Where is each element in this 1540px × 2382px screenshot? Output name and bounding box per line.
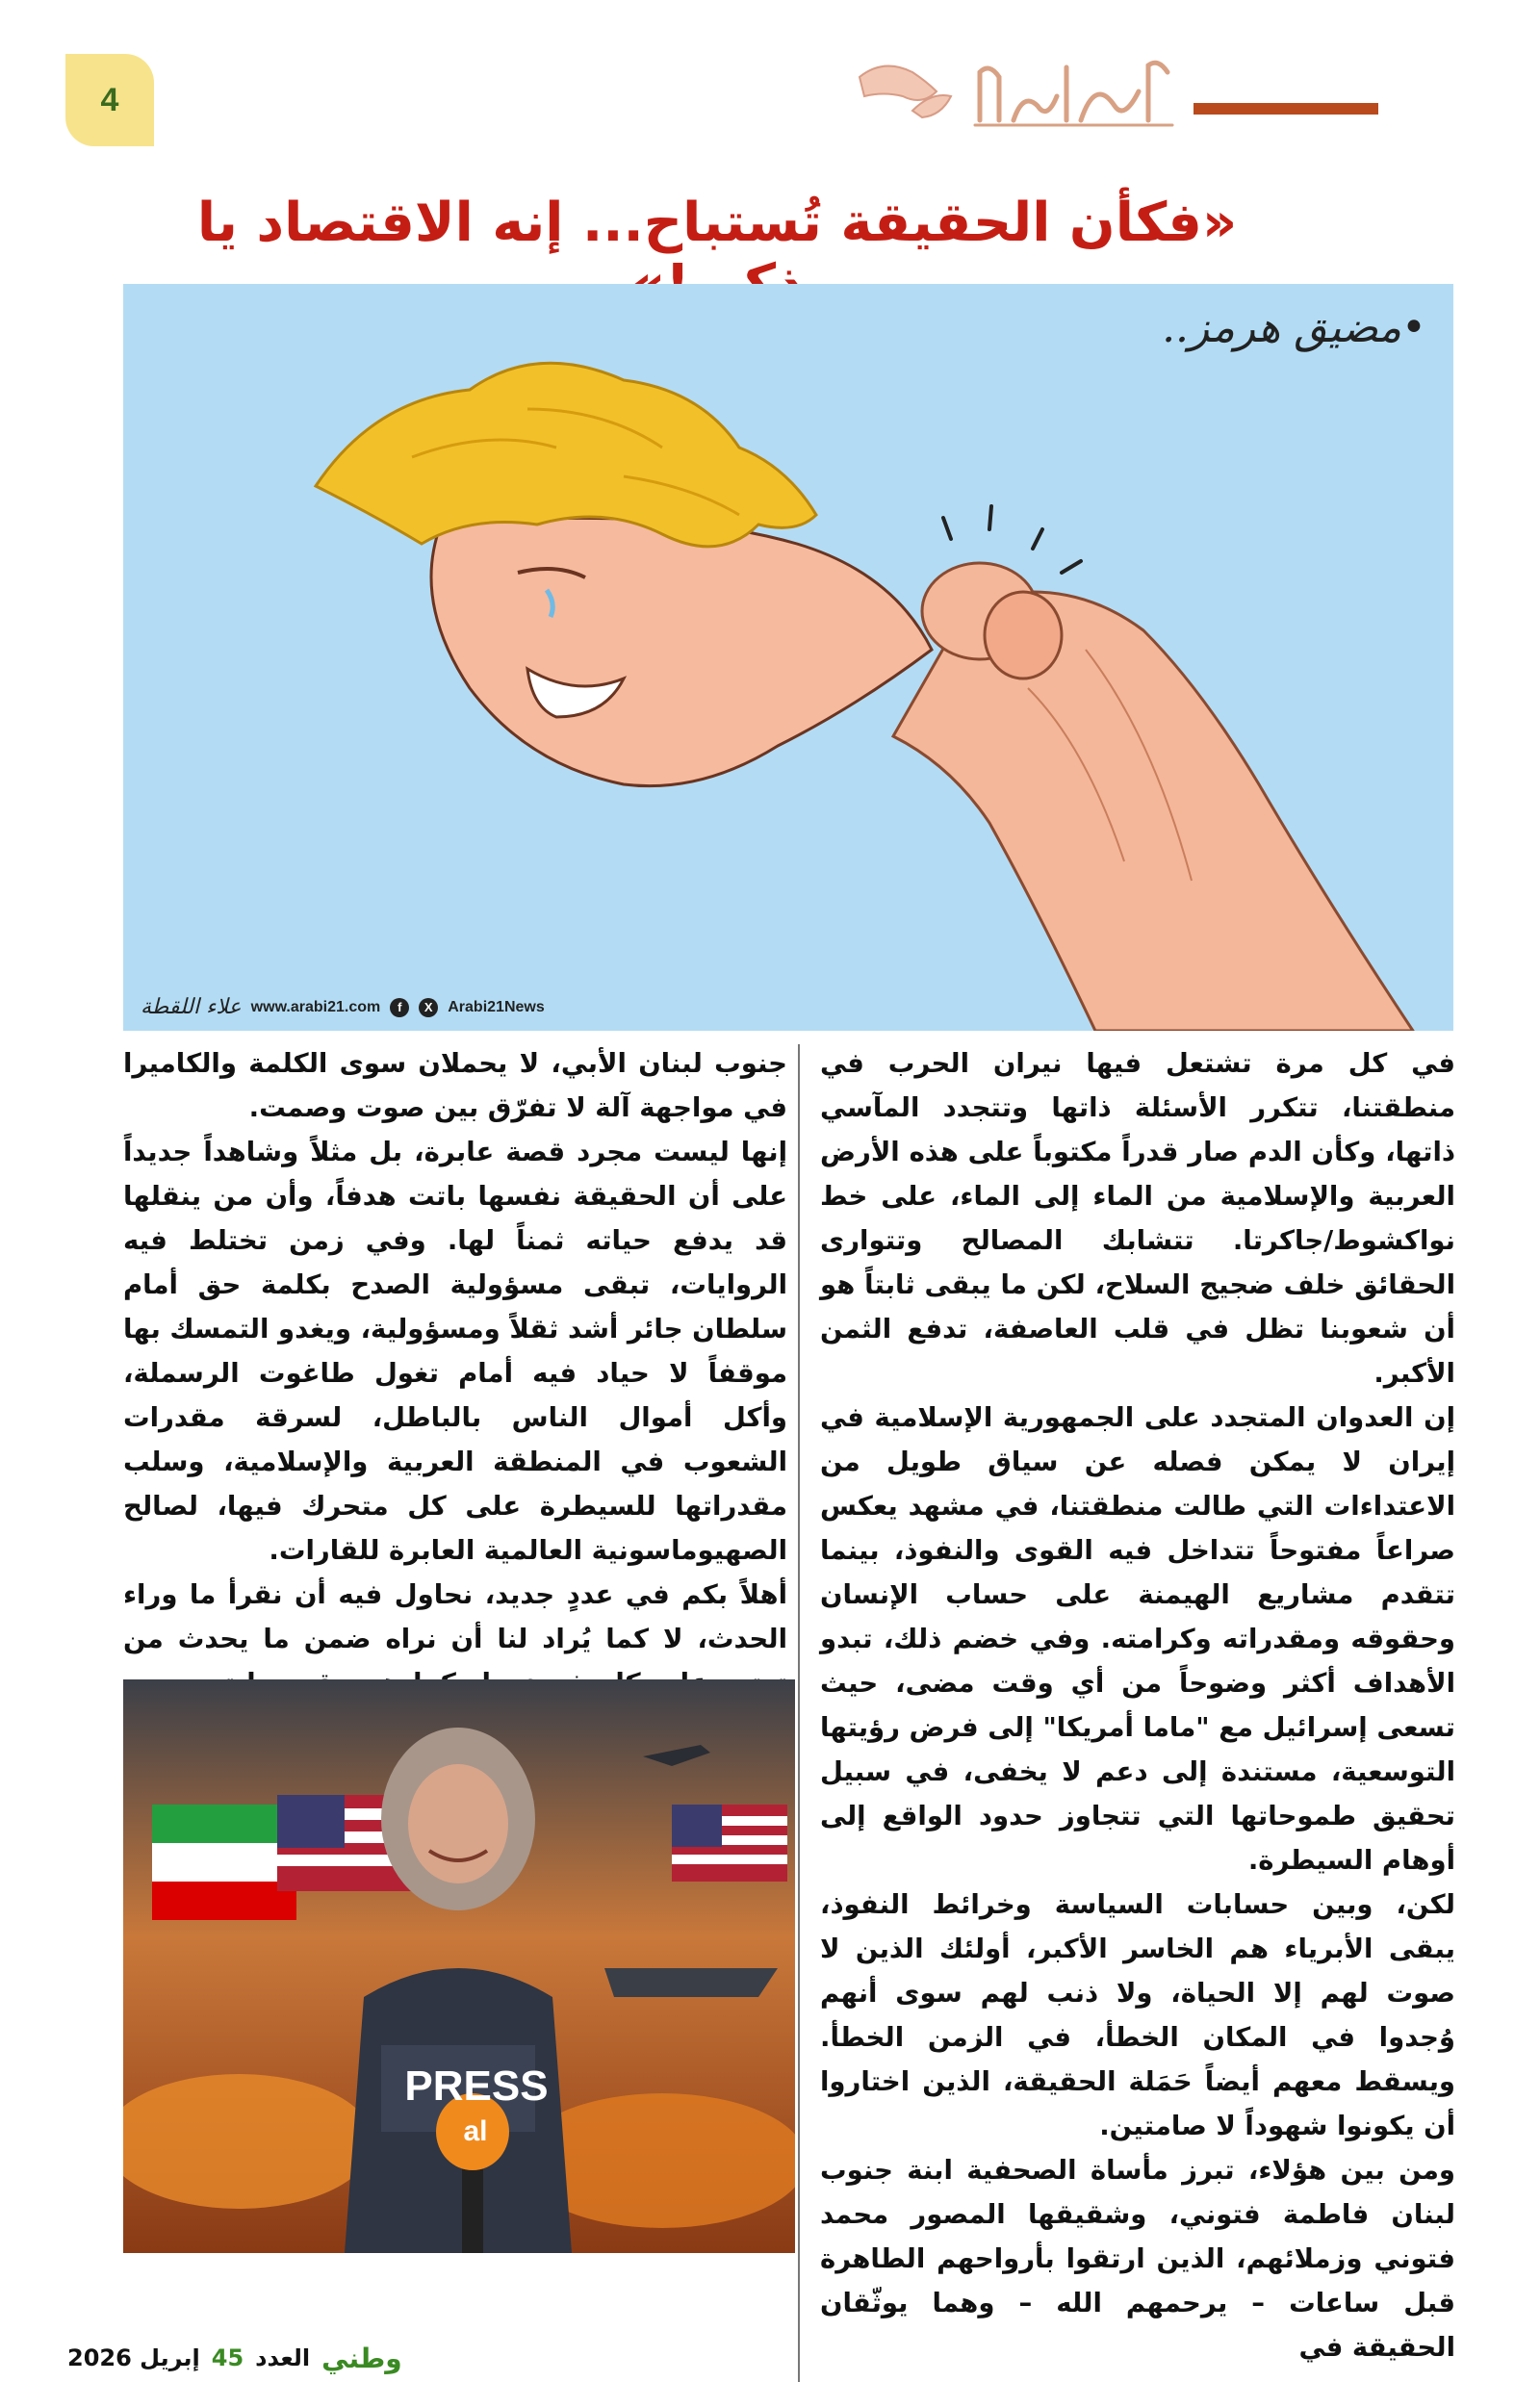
mic-label: al bbox=[463, 2115, 488, 2147]
cartoon-illustration bbox=[123, 284, 1453, 1031]
article-paragraph: ومن بين هؤلاء، تبرز مأساة الصحفية ابنة جنوب لبنان فاطمة فتوني، وشقيقها المصور محمد فتوني وزملائهم، الذين ارتقوا بأرواحهم الطاهرة قبل ساعات – يرحمهم الله – وهما يوثّقان الحقيقة في bbox=[820, 2155, 1455, 2363]
cartoon-credits bbox=[135, 995, 545, 1019]
magazine-name: وطني bbox=[321, 2342, 402, 2374]
cartoon bbox=[123, 284, 1453, 1031]
journalist-illustration bbox=[123, 1679, 795, 2253]
handshake-icon bbox=[860, 66, 951, 117]
issue-number: 45 bbox=[211, 2344, 244, 2371]
page-number: 4 bbox=[100, 81, 119, 118]
site-url: www.arabi21.com bbox=[250, 998, 381, 1015]
magazine-logo bbox=[855, 38, 1187, 135]
iran-flag-icon bbox=[152, 1805, 296, 1920]
us-flag-icon bbox=[672, 1805, 787, 1882]
issue-date: إبريل 2026 bbox=[67, 2344, 200, 2371]
calligraphy-logo bbox=[975, 63, 1172, 125]
column-divider bbox=[798, 1044, 800, 2382]
article-paragraph: إن العدوان المتجدد على الجمهورية الإسلامية في إيران لا يمكن فصله عن سياق طويل من الاعتداءات التي طالت منطقتنا، في مشهد يعكس صراعاً مفتوحاً تتداخل فيه القوى والنفوذ، بينما تتقدم مشاريع الهيمنة على حساب الإنسان وحقوقه ومقدراته وكرامته. وفي خضم ذلك، تبدو الأهداف أكثر وضوحاً من أي وقت مضى، حيث تسعى إسرائيل مع "ماما أمريكا" إلى فرض رؤيتها التوسعية، مستندة إلى دعم لا يخفى، في سبيل تحقيق طموحاتها التي تتجاوز حدود الواقع إلى أوهام السيطرة. bbox=[820, 1402, 1455, 1876]
article-column-right bbox=[820, 1041, 1455, 2369]
facebook-icon: f bbox=[390, 998, 409, 1017]
article-paragraph: إنها ليست مجرد قصة عابرة، بل مثلاً وشاهداً جديداً على أن الحقيقة نفسها باتت هدفاً، وأن من ينقلها قد يدفع حياته ثمناً لها. وفي زمن تختلط فيه الروايات، تبقى مسؤولية الصدح بكلمة حق أمام سلطان جائر أشد ثقلاً ومسؤولية، ويغدو التمسك بها موقفاً لا حياد فيه أمام تغول طاغوت الرسملة، وأكل أموال الناس بالباطل، لسرقة مقدرات الشعوب في المنطقة العربية والإسلامية، وسلب مقدراتها للسيطرة على كل متحرك فيها، لصالح الصهيوماسونية العالمية العابرة للقارات. bbox=[123, 1137, 787, 1566]
issue-label: العدد bbox=[255, 2344, 311, 2371]
social-handle: Arabi21News bbox=[448, 998, 545, 1015]
press-label: PRESS bbox=[404, 2062, 549, 2110]
cartoon-caption: •مضيق هرمز.. bbox=[1162, 303, 1426, 352]
cartoonist-signature: علاء اللقطة bbox=[141, 995, 242, 1019]
x-icon: X bbox=[419, 998, 438, 1017]
page-footer bbox=[67, 2339, 402, 2377]
article-paragraph: جنوب لبنان الأبي، لا يحملان سوى الكلمة والكاميرا في مواجهة آلة لا تفرّق بين صوت وصمت. bbox=[123, 1048, 787, 1123]
article-paragraph: في كل مرة تشتعل فيها نيران الحرب في منطقتنا، تتكرر الأسئلة ذاتها وتتجدد المآسي ذاتها، وكأن الدم صار قدراً مكتوباً على هذه الأرض العربية والإسلامية من الماء إلى الماء، على خط نواكشوط/جاكرتا. تتشابك المصالح وتتوارى الحقائق خلف ضجيج السلاح، لكن ما يبقى ثابتاً هو أن شعوبنا تظل في قلب العاصفة، تدفع الثمن الأكبر. bbox=[820, 1048, 1455, 1389]
article-paragraph: أهلاً بكم في عددٍ جديد، نحاول فيه أن نقرأ ما وراء الحدث، لا كما يُراد لنا أن نراه ضمن ما يحدث من bbox=[123, 1579, 787, 1654]
article-paragraph: لكن، وبين حسابات السياسة وخرائط النفوذ، يبقى الأبرياء هم الخاسر الأكبر، أولئك الذين لا صوت لهم إلا الحياة، ولا ذنب لهم سوى أنهم وُجدوا في المكان الخطأ، في الزمن الخطأ. ويسقط معهم أيضاً حَمَلة الحقيقة، الذين اختاروا أن يكونوا شهوداً لا صامتين. bbox=[820, 1889, 1455, 2141]
header-rule bbox=[1194, 103, 1378, 115]
headline: «فكأن الحقيقة تُستباح... إنه الاقتصاد يا bbox=[196, 192, 1238, 254]
page-number-badge bbox=[65, 54, 154, 146]
warship-icon bbox=[604, 1968, 778, 1997]
